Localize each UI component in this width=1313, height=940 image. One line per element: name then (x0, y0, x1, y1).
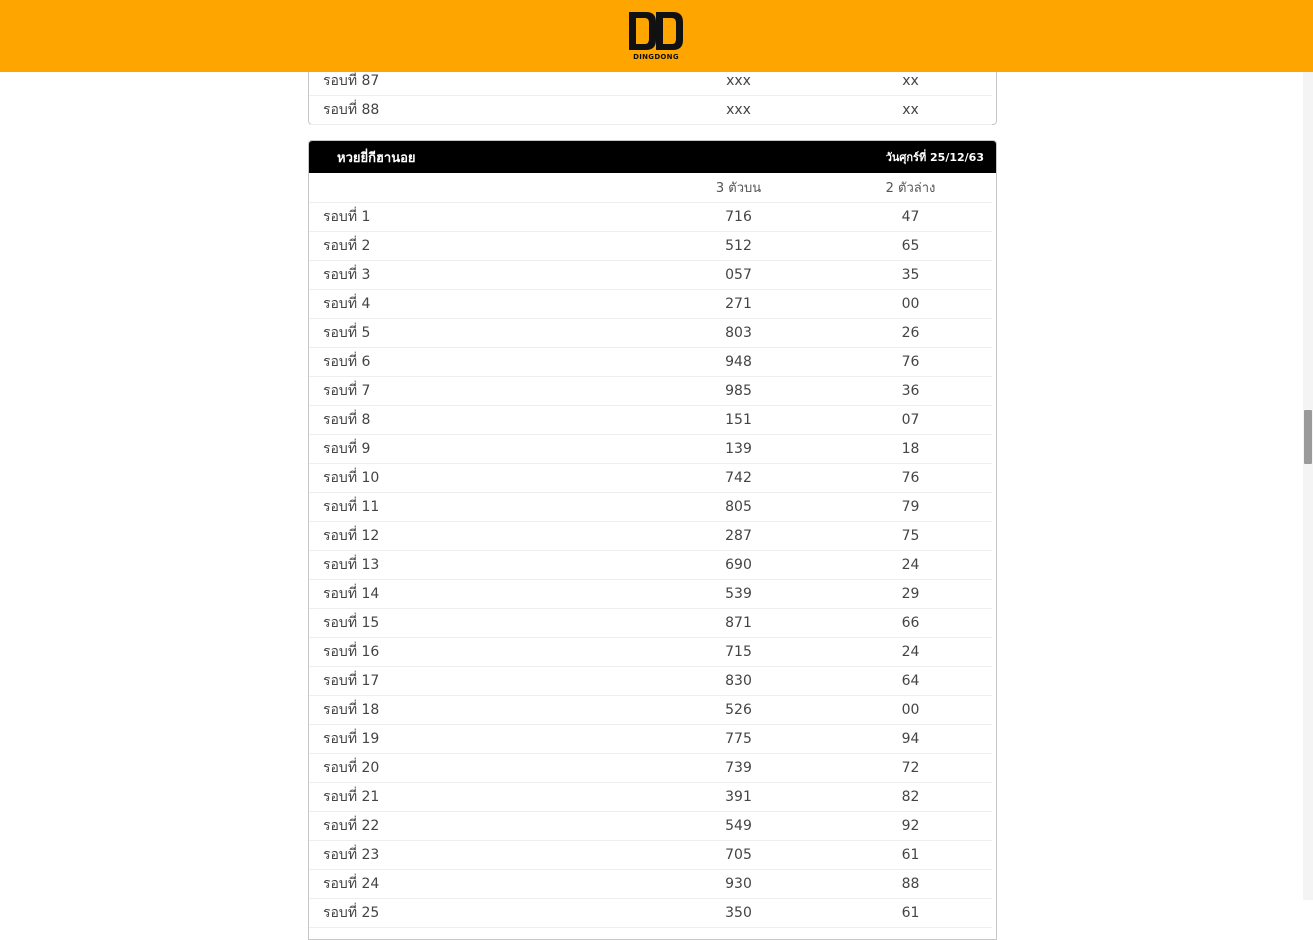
column-header-three-top: 3 ตัวบน (715, 181, 762, 196)
round-label: รอบที่ 3 (323, 267, 371, 283)
table-row (309, 754, 992, 783)
column-header-two-bottom: 2 ตัวล่าง (885, 181, 936, 196)
three-top-value: 871 (725, 615, 752, 631)
round-label: รอบที่ 19 (323, 731, 380, 747)
two-bottom-value: 24 (901, 557, 920, 573)
table-row (309, 551, 992, 580)
scrollbar-thumb[interactable] (1304, 410, 1312, 464)
two-bottom-value: 72 (901, 760, 920, 776)
table-row (309, 725, 992, 754)
table-row (309, 667, 992, 696)
two-bottom-value: 79 (901, 499, 920, 515)
table-row (309, 493, 992, 522)
three-top-value: 057 (725, 267, 752, 283)
three-top-value: 830 (725, 673, 752, 689)
table-row (309, 522, 992, 551)
two-bottom-value: 66 (901, 615, 920, 631)
three-top-value: 715 (725, 644, 752, 660)
two-bottom-value: 35 (901, 267, 920, 283)
table-row (309, 435, 992, 464)
round-label: รอบที่ 9 (323, 441, 371, 457)
table-row (309, 812, 992, 841)
table-header-bar (309, 141, 996, 173)
table-row (309, 406, 992, 435)
round-label: รอบที่ 15 (323, 615, 380, 631)
three-top-value: 512 (725, 238, 752, 254)
table-row (309, 319, 992, 348)
three-top-value: 948 (725, 354, 752, 370)
three-top-value: 705 (725, 847, 752, 863)
previous-rows (309, 67, 996, 125)
results-table (308, 140, 997, 940)
round-label: รอบที่ 16 (323, 644, 380, 660)
table-row (309, 203, 992, 232)
round-label: รอบที่ 5 (323, 325, 371, 341)
round-label: รอบที่ 21 (323, 789, 380, 805)
table-row (309, 290, 992, 319)
two-bottom-value: 24 (901, 644, 920, 660)
two-bottom-value: 75 (901, 528, 920, 544)
table-row (309, 580, 992, 609)
round-label: รอบที่ 12 (323, 528, 380, 544)
table-row (309, 841, 992, 870)
three-top-value: 287 (725, 528, 752, 544)
three-top-value: 139 (725, 441, 752, 457)
table-row (309, 638, 992, 667)
table-row (309, 696, 992, 725)
two-bottom-value: 61 (901, 905, 920, 921)
two-bottom-value: 29 (901, 586, 920, 602)
round-label: รอบที่ 88 (323, 102, 380, 118)
top-bar (0, 0, 1313, 72)
round-label: รอบที่ 22 (323, 818, 380, 834)
round-label: รอบที่ 6 (323, 354, 371, 370)
round-label: รอบที่ 14 (323, 586, 380, 602)
round-label: รอบที่ 2 (323, 238, 371, 254)
two-bottom-value: 18 (901, 441, 920, 457)
two-bottom-value: 94 (901, 731, 920, 747)
table-row (309, 870, 992, 899)
round-label: รอบที่ 1 (323, 209, 371, 225)
table-row (309, 348, 992, 377)
two-bottom-value: 64 (901, 673, 920, 689)
round-label: รอบที่ 10 (323, 470, 380, 486)
three-top-value: 805 (725, 499, 752, 515)
table-row (309, 377, 992, 406)
three-top-value: 690 (725, 557, 752, 573)
three-top-value: 549 (725, 818, 752, 834)
two-bottom-value: 00 (901, 296, 920, 312)
round-label: รอบที่ 17 (323, 673, 380, 689)
three-top-value: xxx (726, 102, 751, 118)
three-top-value: 803 (725, 325, 752, 341)
three-top-value: 985 (725, 383, 752, 399)
three-top-value: 391 (725, 789, 752, 805)
three-top-value: 526 (725, 702, 752, 718)
two-bottom-value: 82 (901, 789, 920, 805)
three-top-value: 739 (725, 760, 752, 776)
three-top-value: 539 (725, 586, 752, 602)
two-bottom-value: 47 (901, 209, 920, 225)
three-top-value: xxx (726, 73, 751, 89)
two-bottom-value: 65 (901, 238, 920, 254)
three-top-value: 271 (725, 296, 752, 312)
two-bottom-value: 88 (901, 876, 920, 892)
round-label: รอบที่ 25 (323, 905, 380, 921)
two-bottom-value: xx (902, 102, 919, 118)
two-bottom-value: 07 (901, 412, 920, 428)
round-label: รอบที่ 24 (323, 876, 380, 892)
column-header-row (309, 173, 992, 203)
round-label: รอบที่ 23 (323, 847, 380, 863)
round-label: รอบที่ 13 (323, 557, 380, 573)
three-top-value: 151 (725, 412, 752, 428)
round-label: รอบที่ 11 (323, 499, 380, 515)
two-bottom-value: 36 (901, 383, 920, 399)
dingdong-logo[interactable] (626, 10, 686, 64)
round-label: รอบที่ 20 (323, 760, 380, 776)
two-bottom-value: 26 (901, 325, 920, 341)
two-bottom-value: 76 (901, 470, 920, 486)
round-label: รอบที่ 7 (323, 383, 371, 399)
two-bottom-value: 92 (901, 818, 920, 834)
table-row (309, 261, 992, 290)
logo-mark-icon (626, 10, 686, 54)
two-bottom-value: 76 (901, 354, 920, 370)
three-top-value: 775 (725, 731, 752, 747)
round-label: รอบที่ 4 (323, 296, 371, 312)
table-title: หวยยี่กีฮานอย (337, 150, 416, 166)
round-label: รอบที่ 18 (323, 702, 380, 718)
three-top-value: 742 (725, 470, 752, 486)
table-row (309, 96, 992, 125)
two-bottom-value: 61 (901, 847, 920, 863)
table-date: วันศุกร์ที่ 25/12/63 (885, 151, 984, 164)
table-row (309, 464, 992, 493)
round-label: รอบที่ 87 (323, 73, 380, 89)
table-row (309, 899, 992, 928)
table-row (309, 783, 992, 812)
two-bottom-value: xx (902, 73, 919, 89)
round-label: รอบที่ 8 (323, 412, 371, 428)
three-top-value: 350 (725, 905, 752, 921)
page-scrollbar[interactable] (1303, 0, 1313, 900)
three-top-value: 716 (725, 209, 752, 225)
logo-text: DINGDONG (633, 53, 679, 61)
result-rows (309, 203, 996, 928)
table-row (309, 232, 992, 261)
table-row (309, 609, 992, 638)
two-bottom-value: 00 (901, 702, 920, 718)
three-top-value: 930 (725, 876, 752, 892)
